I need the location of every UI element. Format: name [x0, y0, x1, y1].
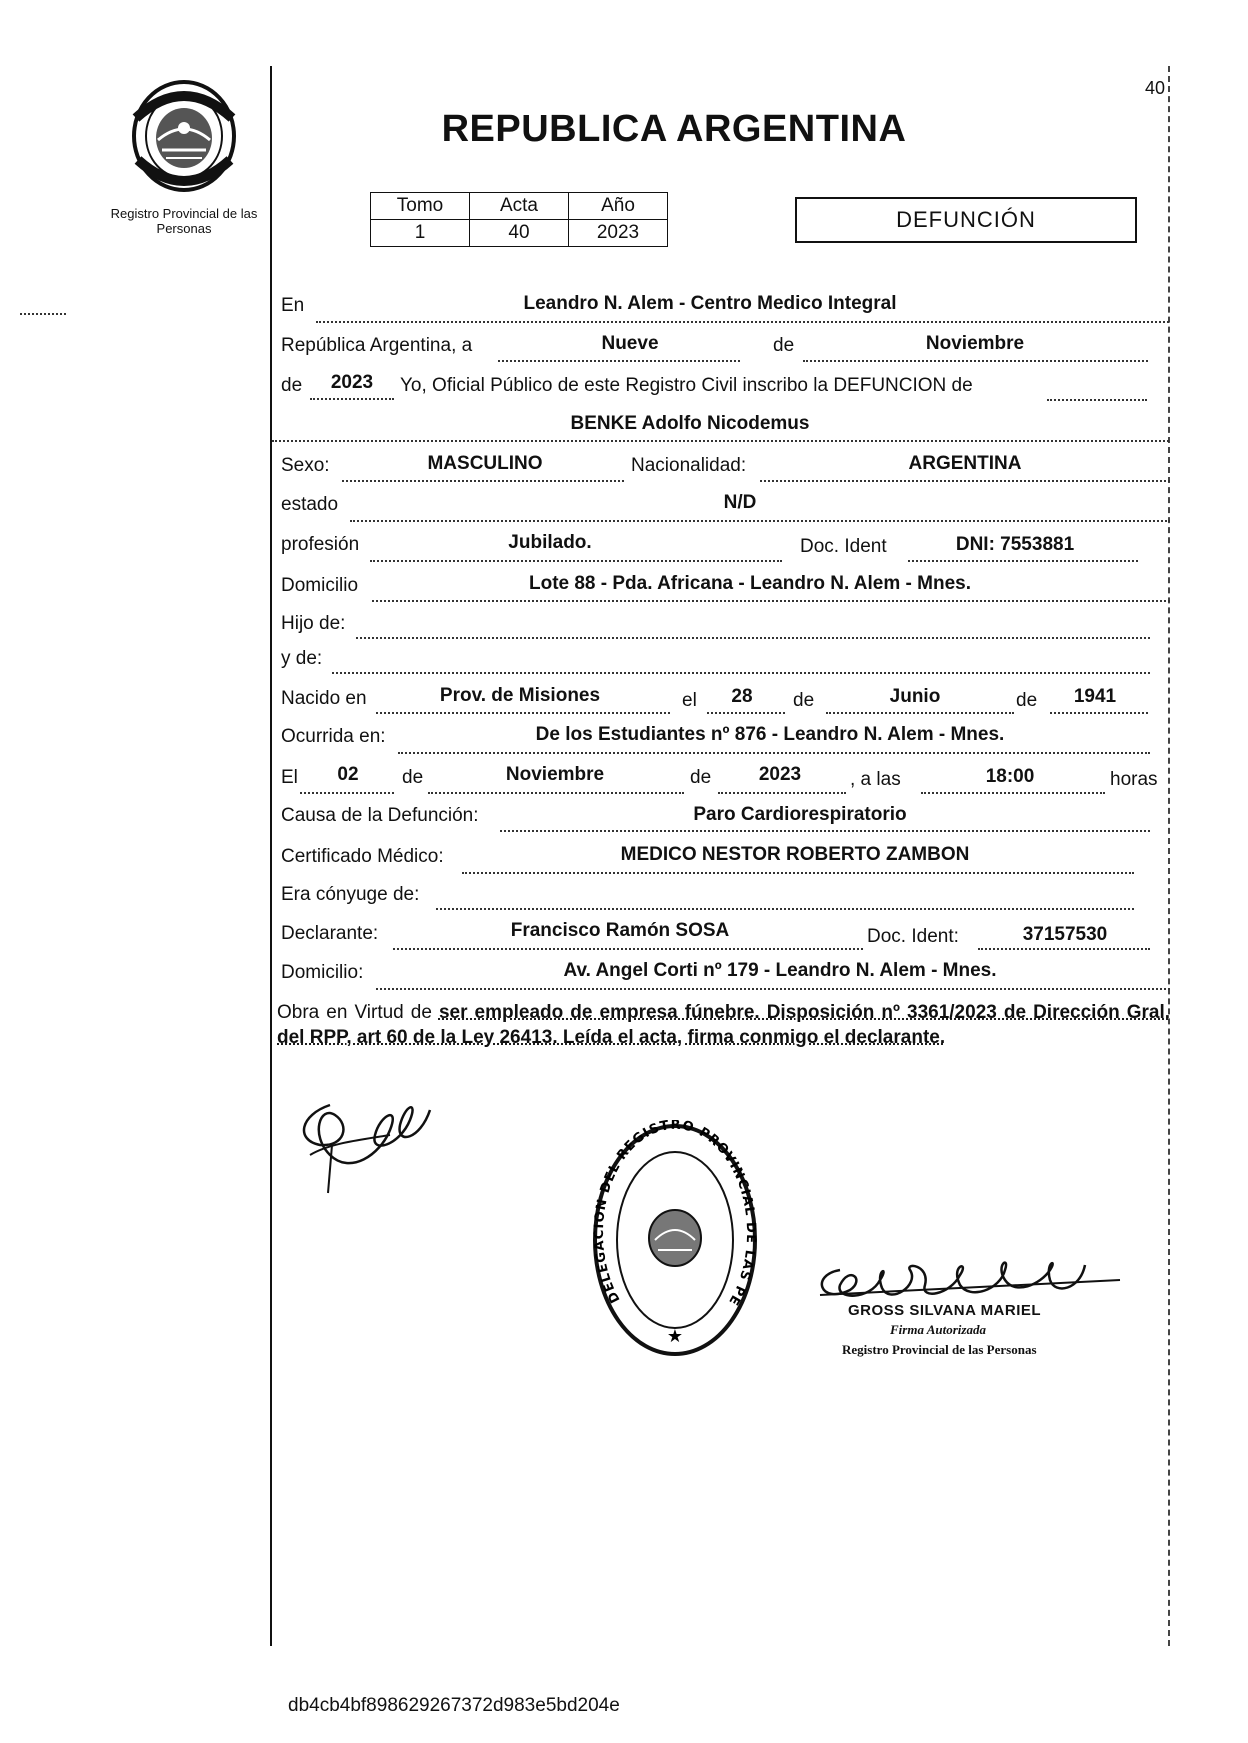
declarante-value: Francisco Ramón SOSA: [510, 920, 730, 941]
de-label-4: de: [402, 767, 424, 788]
de-label-2: de: [793, 690, 815, 711]
estado-value: N/D: [723, 492, 757, 513]
official-signature: [810, 1250, 1130, 1310]
conyuge-dots: [436, 908, 1134, 910]
right-margin-line: [1168, 66, 1172, 1646]
nacido-label: Nacido en: [281, 688, 367, 709]
acta-header-acta: Acta: [470, 193, 569, 220]
name-dots: [272, 440, 1169, 442]
declarant-signature: [290, 1085, 440, 1195]
declarante-domicilio: Av. Angel Corti nº 179 - Leandro N. Alem - Mnes.: [563, 960, 997, 981]
day-dots: [498, 360, 740, 362]
margin-mark: [20, 313, 66, 318]
declarante-dots: [393, 948, 863, 950]
month-value: Noviembre: [925, 333, 1025, 354]
declarante-domicilio-dots: [376, 988, 1170, 990]
estado-label: estado: [281, 494, 339, 515]
inscribo-dots: [1047, 399, 1147, 401]
death-year: 2023: [758, 764, 802, 785]
death-day-dots: [300, 792, 394, 794]
birth-day: 28: [731, 686, 753, 707]
acta-value-acta: 40: [470, 220, 569, 247]
acta-value-anio: 2023: [569, 220, 668, 247]
official-institution: Registro Provincial de las Personas: [842, 1342, 1037, 1357]
death-time-dots: [921, 792, 1105, 794]
death-time: 18:00: [985, 766, 1035, 787]
el-label: el: [682, 690, 697, 711]
birth-month: Junio: [889, 686, 941, 707]
de-label-3: de: [1016, 690, 1038, 711]
hijo-label: Hijo de:: [281, 613, 346, 634]
domicilio-label: Domicilio: [281, 575, 359, 596]
svg-text:★: ★: [666, 1326, 684, 1347]
causa-value: Paro Cardiorespiratorio: [693, 804, 907, 825]
hijo-dots: [356, 637, 1150, 639]
declarante-label: Declarante:: [281, 923, 379, 944]
certificado-label: Certificado Médico:: [281, 846, 444, 867]
el-label-2: El: [281, 767, 298, 788]
official-name: GROSS SILVANA MARIEL: [848, 1302, 1042, 1319]
en-value: Leandro N. Alem - Centro Medico Integral: [523, 293, 897, 314]
nacionalidad-dots: [760, 480, 1170, 482]
death-day: 02: [337, 764, 359, 785]
year-dots: [310, 398, 394, 400]
horas-label: horas: [1110, 769, 1158, 790]
yde-label: y de:: [281, 648, 323, 669]
de-label: de: [773, 335, 795, 356]
conyuge-label: Era cónyuge de:: [281, 884, 420, 905]
estado-dots: [350, 520, 1170, 522]
a-las-label: , a las: [850, 769, 901, 790]
day-value: Nueve: [601, 333, 659, 354]
acta-header-anio: Año: [569, 193, 668, 220]
domicilio-label-2: Domicilio:: [281, 962, 364, 983]
en-dots: [316, 321, 1169, 323]
causa-dots: [500, 830, 1150, 832]
ocurrida-dots: [398, 752, 1150, 754]
acta-value-tomo: 1: [371, 220, 470, 247]
death-year-dots: [718, 792, 846, 794]
sexo-label: Sexo:: [281, 455, 330, 476]
certificado-dots: [462, 872, 1134, 874]
page-title: REPUBLICA ARGENTINA: [441, 108, 907, 150]
nacido-value: Prov. de Misiones: [439, 685, 601, 706]
obra-paragraph: [277, 1000, 1170, 1050]
birth-year-dots: [1050, 712, 1148, 714]
republica-label: República Argentina, a: [281, 335, 473, 356]
footer-hash: db4cb4bf898629267372d983e5bd204e: [288, 1695, 620, 1716]
record-type-box: DEFUNCIÓN: [795, 197, 1137, 243]
doc-label-2: Doc. Ident:: [867, 926, 959, 947]
obra-text: ser empleado de empresa fúnebre. Disposición nº 3361/2023 de Dirección Gral. del RPP, art 60 de la Ley 26413. Leída el acta, firma conmigo el declarante.: [277, 1002, 1171, 1048]
year-prefix: de: [281, 375, 303, 396]
profesion-value: Jubilado.: [508, 532, 592, 553]
nacionalidad-value: ARGENTINA: [908, 453, 1022, 474]
stamp-ring-text: DELEGACION DEL REGISTRO PROVINCIAL DE LAS PE: [591, 1120, 759, 1309]
birth-month-dots: [826, 712, 1014, 714]
de-label-5: de: [690, 767, 712, 788]
certificado-value: MEDICO NESTOR ROBERTO ZAMBON: [620, 844, 970, 865]
official-role: Firma Autorizada: [890, 1322, 986, 1337]
profesion-dots: [370, 560, 782, 562]
death-month-dots: [428, 792, 684, 794]
obra-prefix: Obra en Virtud de: [277, 1002, 432, 1023]
official-stamp: [590, 1120, 760, 1360]
ocurrida-label: Ocurrida en:: [281, 726, 386, 747]
acta-table: [370, 192, 668, 247]
en-label: En: [281, 295, 305, 316]
doc-label: Doc. Ident: [800, 536, 887, 557]
declarante-doc: 37157530: [1022, 924, 1108, 945]
causa-label: Causa de la Defunción:: [281, 805, 479, 826]
declarante-doc-dots: [978, 948, 1150, 950]
domicilio-value: Lote 88 - Pda. Africana - Leandro N. Alem - Mnes.: [528, 573, 971, 594]
registry-label: Registro Provincial de las Personas: [110, 206, 258, 236]
deceased-name: BENKE Adolfo Nicodemus: [570, 413, 810, 434]
birth-day-dots: [707, 712, 785, 714]
doc-dots: [908, 560, 1138, 562]
profesion-label: profesión: [281, 534, 360, 555]
yde-dots: [332, 672, 1150, 674]
nacido-dots: [376, 712, 670, 714]
month-dots: [803, 360, 1148, 362]
acta-header-tomo: Tomo: [371, 193, 470, 220]
ocurrida-value: De los Estudiantes nº 876 - Leandro N. Alem - Mnes.: [535, 724, 1005, 745]
nacionalidad-label: Nacionalidad:: [631, 455, 747, 476]
page-number: 40: [1145, 78, 1166, 98]
domicilio-dots: [372, 600, 1170, 602]
year-value: 2023: [330, 372, 374, 393]
birth-year: 1941: [1073, 686, 1117, 707]
inscribo-text: Yo, Oficial Público de este Registro Civil inscribo la DEFUNCION de: [400, 375, 973, 396]
sexo-value: MASCULINO: [427, 453, 543, 474]
sexo-dots: [342, 480, 624, 482]
left-margin-line: [270, 66, 272, 1646]
doc-value: DNI: 7553881: [955, 534, 1075, 555]
death-month: Noviembre: [505, 764, 605, 785]
